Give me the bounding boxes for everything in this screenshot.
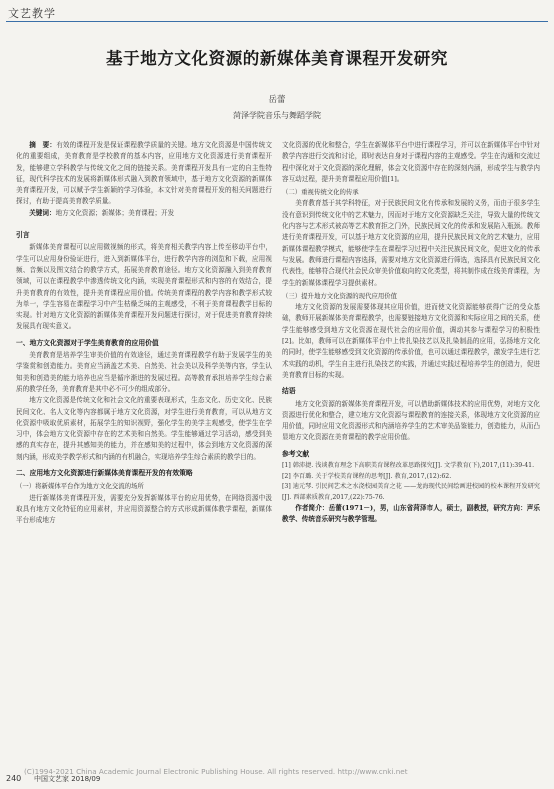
paragraph: 地方文化资源是传统文化和社会文化的重要表现形式，生态文化、历史文化、民族民间文化、名人文化等内容都属于地方文化资源，对学生进行美育教育，可以从地方文化资源中吸取优质素材，拓展学生的知识视野，强化学生的美学主观感受，使学生在学习中，体会地方文化资源中存在的艺术美和自然美。学生能够通过学习活动，感受到美感的真实存在，提升其感知美的能力，并在感知美的过程中，体会到地方文化资源的深刻内涵，形成美学教学形式和内涵的有机融合，实现培养学生综合素质的教学目的。 [16,396,272,461]
reference-item: [2] 李百璐. 关于学校美育课程的思考[J]. 教育,2017,(12):62. [282,472,452,480]
magazine-name: 中国文艺家 2018/09 [34,775,101,783]
paragraph: 进行新媒体美育课程开发，需要充分发挥新媒体平台的应用优势，在网络资源中汲取具有地方文化特征的应用素材，并应用资源整合的方式形成新媒体教学课程，新媒体平台形成地方 [16,493,272,525]
keywords-text: 地方文化资源；新媒体；美育课程；开发 [55,208,175,217]
keywords [16,208,272,219]
keywords-label: 关键词： [29,208,56,217]
subheading: （一）将新媒体平台作为地方文化交流的场所 [16,482,144,491]
author-bio-text: 岳蕾(1971－)，男，山东省菏泽市人，硕士，副教授，研究方向：声乐教学、传统音乐研究与教学管理。 [282,504,541,524]
abstract [16,140,272,208]
heading-section-2: 二、应用地方文化资源进行新媒体美育课程开发的有效策略 [16,469,193,478]
running-header [0,0,554,24]
paper-title: 基于地方文化资源的新媒体美育课程开发研究 [106,49,448,68]
heading-conclusion: 结语 [282,387,296,396]
abstract-text: 有效的课程开发是保证课程教学质量的关键。地方文化资源是中国传统文化的重要组成，美育教育是学校教育的基本内容，应用地方文化资源进行美育课程开发，能够建立学科教学与传统文化之间的链接关系。美育课程开发具有一定的自主性特征，现代科学技术的发展将新媒体形式融入到教育领域中，基于地方文化资源的新媒体美育课程开发，可以赋予学生新颖的学习体验，本文针对美育课程开发的相关问题进行探讨，有助于提高美育教学质量。 [16,141,273,206]
left-column [16,140,272,527]
paragraph: 美育教育基于其学科特征，对于民族民间文化有传承和发展的义务，而由于很多学生没有意识到传统文化中的艺术魅力，因而对于地方文化资源缺乏关注，导致大量的传统文化内容与艺术形式被高等艺术教育拒之门外，民族民间文化的传承和发展陷入瓶颈。教师进行美育课程开发，可以基于地方文化资源的应用，提升民族民间文化的艺术魅力，应用新媒体课程教学模式，能够使学生在课程学习过程中关注民族民间文化，促进文化的传承与发展。教师进行课程内容选择，需要对地方文化资源进行筛选，选择具有民族民间文化代表性，能够符合现代社会民众审美价值取向的文化类型，将其制作成在线美育课程，为学生的新媒体课程学习提供素材。 [282,199,540,287]
paragraph: 地方文化资源的新媒体美育课程开发，可以借助新媒体技术的应用优势，对地方文化资源进行优化和整合，建立地方文化资源与课程教育的连接关系，体现地方文化资源的应用价值，同时应用文化资源形式和内涵培养学生的艺术审美品鉴能力，创造能力，从而凸显地方文化资源在美育课程的教学应用价值。 [282,399,540,442]
subheading: （三）提升地方文化资源的现代应用价值 [282,291,398,300]
paragraph: 文化资源的优化和整合，学生在新媒体平台中进行课程学习，并可以在新媒体平台中针对教学内容进行交流和讨论，即时表达自身对于课程内容的主观感受。学生在沟通和交流过程中深化对于文化资源的深化理解，体会文化资源中存在的深刻内涵，形成学生与教学内容互动过程，提升美育课程应用价值[1]。 [282,141,540,183]
author-bio-label: 作者简介： [295,504,329,513]
heading-section-1: 一、地方文化资源对于学生美育教育的应用价值 [16,338,159,347]
copyright-watermark: (C)1994-2021 China Academic Journal Electronic Publishing House. All rights reserved. http://www.cnki.net [24,767,408,776]
author-name: 岳蕾 [268,95,286,105]
subheading: （二）重视传统文化的传承 [282,188,359,197]
page-footer [0,767,554,789]
paragraph: 美育教育是培养学生审美价值的有效途径，通过美育课程教学有助于发展学生的美学鉴赏和创造能力。美育应当涵盖艺术美、自然美、社会美以及科学美等内容，学生认知美和创造美的能力培养也应当是循序渐进的发展过程。高等教育承担培养学生综合素质的教学任务，美育教育是其中必不可少的组成部分。 [16,351,272,393]
reference-item: [3] 迪元琴. 引民间艺术之水浇校园美育之花 ——龙海现代民间绘画进校园的校本课程开发研究[J]. 西部素质教育,2017,(22):75-76. [282,483,540,501]
abstract-label: 摘 要： [29,141,57,149]
reference-item: [1] 韩沛捷. 浅谈教育理念下高职美育课程改革思路探究[J]. 文学教育(下),2017,(11):39-41. [282,462,535,470]
paragraph: 地方文化资源的发展需要体现其应用价值，进而使文化资源能够获得广泛的受众基础，教师开展新媒体美育课程教学，也需要链接地方文化资源和实际应用之间的关系，使学生能够感受到地方文化资源在现代社会的应用价值，调动其参与课程学习的积极性[2]。比如，教师可以在新媒体平台中上传扎染技艺以及扎染制品的应用，弘扬地方文化的同时，使学生能够感受到文化资源的传承价值，也可以通过课程教学，激发学生进行艺术实践的动机，学生自主进行扎染技艺的实践，并通过实践过程培养学生的创造力，促进美育教育目标的实现。 [282,303,540,379]
paragraph: 新媒体美育课程可以应用微视频的形式，将美育相关教学内容上传至移动平台中，学生可以应用身份验证进行，进入到新媒体平台，进行教学内容的浏览和下载，应用视频、音频以及图文结合的教学方式，拓展美育教育途径。地方文化资源融入到美育教育领域，可以在课程教学中渗透传统文化内涵，实现美育课程形式和内容的有效结合，提升美育教育的有效性，提升美育课程应用价值。传统美育课程的教学内容和教学形式较为单一，学生容易在课程学习中产生枯燥乏味的主观感受，不利于美育课程教学目标的实现。针对地方文化资源的新媒体美育课程开发问题进行探讨，对于促进美育教育持续发展具有现实意义。 [16,243,272,331]
heading-intro: 引言 [16,231,30,240]
right-column [282,140,540,526]
author-bio [282,503,540,526]
section-label: 文艺教学 [8,7,56,20]
header-rule [6,21,548,22]
affiliation: 菏泽学院音乐与舞蹈学院 [233,111,321,120]
heading-references: 参考文献 [282,449,310,458]
page-number: 240 [6,774,22,783]
